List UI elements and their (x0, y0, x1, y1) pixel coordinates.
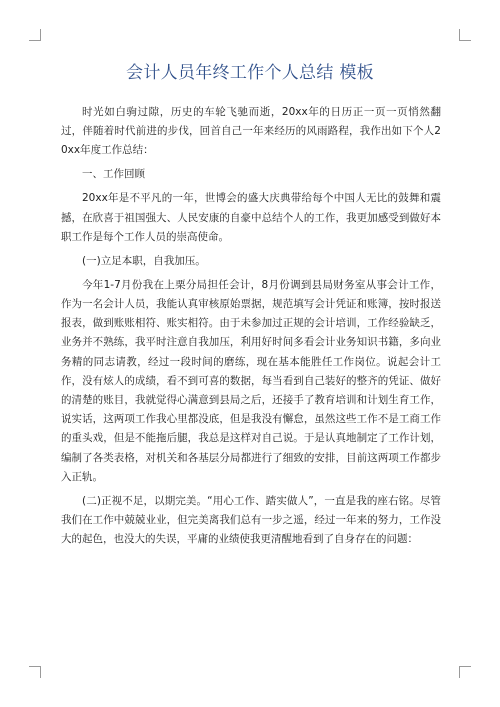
subsection-heading-1: (一)立足本职，自我加压。 (82, 254, 206, 267)
subsection-1-paragraph: 今年1-7月份我在上栗分局担任会计，8月份调到县局财务室从事会计工作，作为一名会计人员，我能认真审核原始票据，规范填写会计凭证和账簿，按时报送报表，做到账账相符、账实相符。由于未参加过正规的会计培训，工作经验缺乏，业务并不熟练，我平时注意自我加压，利用好时间多看会计业务知识书籍，多向业务精的同志请教，经过一段时间的磨练，现在基本能胜任工作岗位。说起会计工作，没有炫人的成绩，看不到可喜的数据，每当看到自己装好的整齐的凭证、做好的清楚的账目，我就觉得心满意到县局之后，还接手了教育培训和计划生育工作，说实话，这两项工作我心里都没底，但是我没有懈怠，虽然这些工作不是工商工作的重头戏，但是不能拖后腿，我总是这样对自己说。于是认真地制定了工作计划，编制了各类表格，对机关和各基层分局都进行了细致的安排，目前这两项工作都步入正轨。 (61, 278, 441, 483)
intro-paragraph: 时光如白驹过隙，历史的车轮飞驰而逝，20xx年的日历正一页一页悄然翻过，伴随着时代前进的步伐，回首自己一年来经历的风雨路程，我作出如下个人20xx年度工作总结： (61, 106, 441, 157)
section-heading-review: 一、工作回顾 (82, 168, 145, 181)
document-body (61, 103, 441, 554)
crop-mark-top-right-h (459, 40, 471, 41)
crop-mark-bottom-right-h (459, 666, 471, 667)
crop-mark-top-right-v (459, 29, 460, 41)
document-title: 会计人员年终工作个人总结 模板 (126, 63, 374, 83)
review-paragraph: 20xx年是不平凡的一年，世博会的盛大庆典带给每个中国人无比的鼓舞和震撼，在欣喜于祖国强大、人民安康的自豪中总结个人的工作，我更加感受到做好本职工作是每个工作人员的崇高使命。 (61, 192, 441, 243)
crop-mark-bottom-right-v (459, 666, 460, 678)
subsection-2-paragraph: (二)正视不足，以期完美。“用心工作、踏实做人”，一直是我的座右铭。尽管我们在工作中兢兢业业，但完美离我们总有一步之遥，经过一年来的努力，工作没大的起色，也没大的失误，平庸的业绩使我更清醒地看到了自身存在的问题： (61, 494, 441, 546)
crop-mark-bottom-left-v (40, 666, 41, 678)
crop-mark-top-left-v (40, 29, 41, 41)
